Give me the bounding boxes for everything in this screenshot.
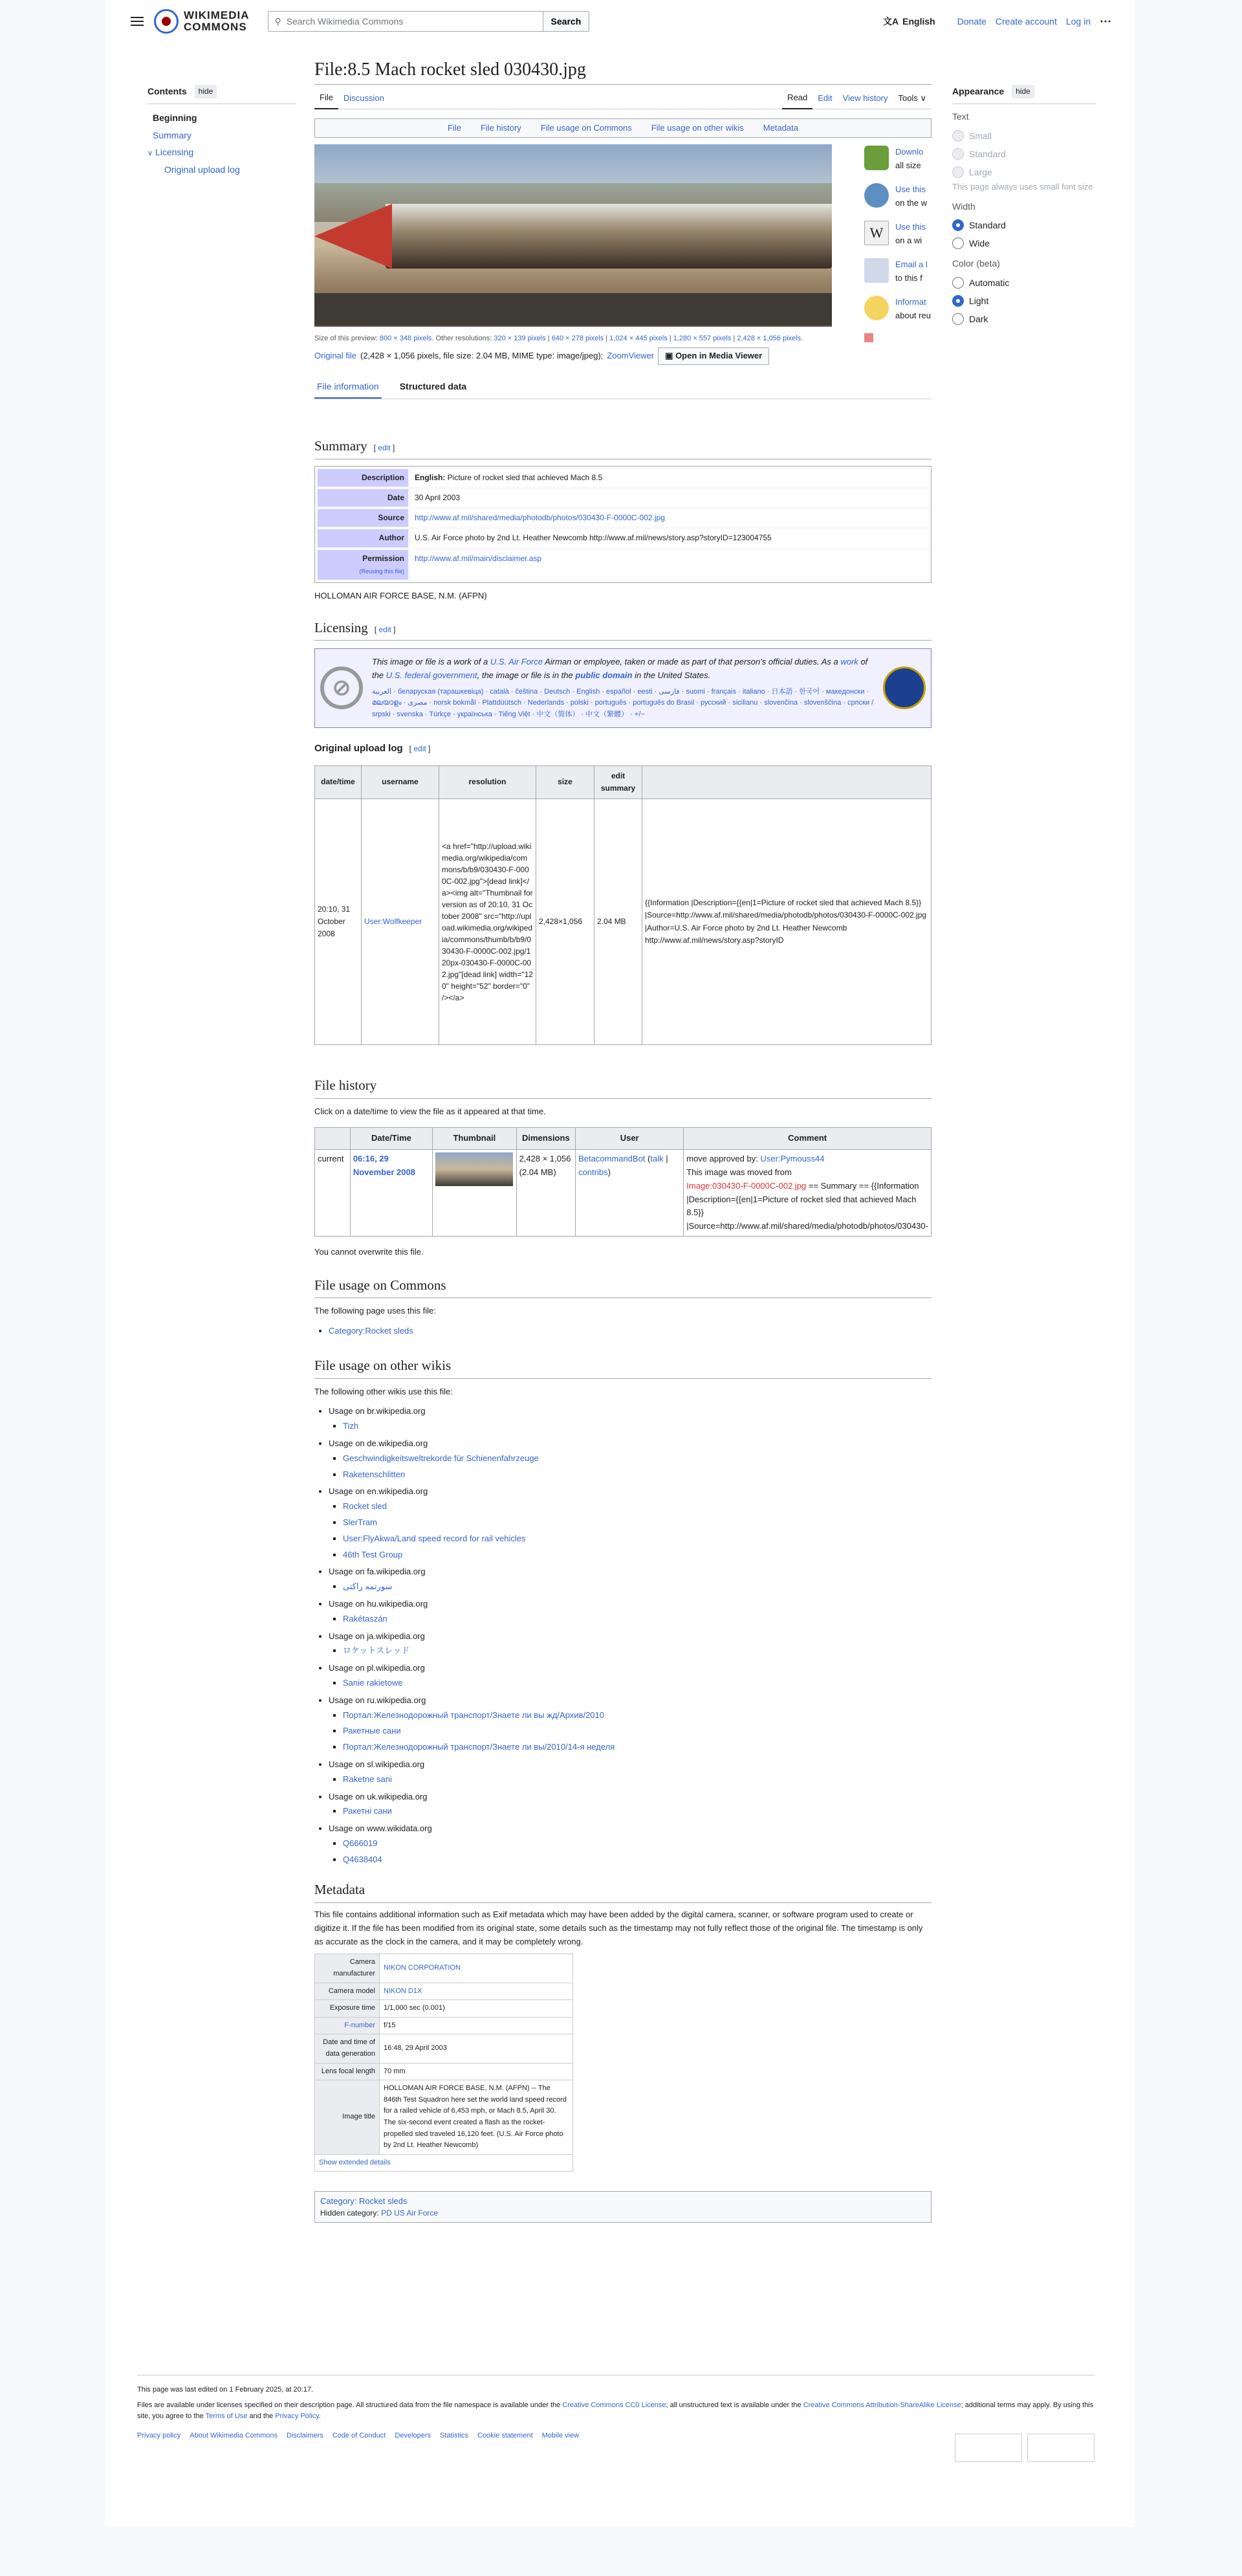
permission-link[interactable]: http://www.af.mil/main/disclaimer.asp [415,553,542,563]
file-subtabs [314,377,932,399]
color-label: Color (beta) [952,258,1000,269]
last-edited: This page was last edited on 1 February 2025, at 20:17. [137,2386,314,2394]
filetoc-file[interactable]: File [448,122,461,133]
lightbulb-icon [864,296,889,320]
log-size: 2,428×1,056 [536,799,594,1045]
file-history-table: Date/Time Thumbnail Dimensions User Comment current 06:16, 29 November 2008 2,428 × 1,056 (2.04 MB) BetacommandBot (talk | contribs) move approved by: User:Pymouss44 This image was moved from Image:030430-F-0000C-002.jpg == Summary == {{Information |Description={{en|1=Picture of rocket sled that achieved Mach 8.5}} |Source=http://www.af.mil/shared/media/photodb/photos/030430- [314,1127,932,1237]
usage-page-link[interactable]: Sanie rakietowe [343,1677,403,1688]
page [105,0,1135,2527]
download-tool[interactable]: Downlo all size [864,146,935,183]
category-links: Category: Rocket sleds Hidden category: PD US Air Force [314,2191,932,2223]
appearance-panel [952,84,1096,328]
media-viewer-button[interactable]: ▣ Open in Media Viewer [658,347,769,365]
footer-link[interactable]: Cookie statement [477,2431,533,2439]
toc-item-upload-log[interactable]: Original upload log [164,164,240,175]
zoomviewer-link[interactable]: ZoomViewer [607,350,655,360]
cannot-overwrite-text: You cannot overwrite this file. [314,1247,424,1257]
wikipedia-icon: W [864,221,889,245]
licensing-edit-link[interactable]: edit [378,624,391,634]
text-standard-option: Standard [952,145,1096,163]
usage-page-link[interactable]: سورتمه راکتی [343,1581,393,1592]
search-button[interactable]: Search [543,11,590,32]
terms-link[interactable]: Terms of Use [205,2412,248,2421]
summary-edit-link[interactable]: edit [378,443,391,453]
filetoc-usage-other[interactable]: File usage on other wikis [651,122,744,133]
public-domain-link[interactable]: public domain [575,670,633,681]
color-light-option[interactable]: Light [952,292,1096,310]
usage-page-link[interactable]: 46th Test Group [343,1549,403,1559]
create-account-link[interactable]: Create account [995,16,1057,27]
usage-page-link[interactable]: Ракетные сани [343,1726,401,1736]
original-file-line: Original file (2,428 × 1,056 pixels, file size: 2.04 MB, MIME type: image/jpeg); ZoomViewer ▣ Open in Media Viewer [314,347,932,365]
subtab-file-information[interactable]: File information [314,377,382,399]
log-date: 20:10, 31 October 2008 [315,799,362,1045]
approver-link[interactable]: User:Pymouss44 [760,1154,825,1164]
usage-other-list: • Usage on br.wikipedia.org ▪ Tizh • Usage on de.wikipedia.org ▪ Geschwindigkeitsweltrekorde für Schienenfahrzeuge ▪ Raketenschlitten • Usage on en.wikipedia.org ▪ Rocket sled ▪ SlerTram ▪ User:FlyAkwa/Land speed record for rail vehicles ▪ 46th Test Group • Usage on fa.wikipedia.org ▪ سورتمه راکتی • Usage on hu.wikipedia.org ▪ Rakétaszán • Usage on ja.wikipedia.org ▪ ロケットスレッド • Usage on pl.wikipedia.org ▪ Sanie rakietowe • Usage on ru.wikipedia.org ▪ Портал:Железнодорожный транспорт/Знаете ли вы жд/Архив/2010 ▪ Ракетные сани ▪ Портал:Железнодорожный транспорт/Знаете ли вы/2010/14-я неделя • Usage on sl.wikipedia.org ▪ Raketne sani • Usage on uk.wikipedia.org ▪ Ракетні сани • Usage on www.wikidata.org ▪ Q666019 ▪ Q4638404 [329,1404,932,1869]
logo-text-bottom: COMMONS [184,21,247,33]
usage-page-link[interactable]: Q4638404 [343,1854,382,1864]
main-menu-icon[interactable] [131,17,144,26]
footer-links [137,2430,1095,2442]
search-icon: ⚲ [274,16,281,27]
usage-page-link[interactable]: Geschwindigkeitsweltrekorde für Schienenfahrzeuge [343,1453,539,1463]
subtab-structured-data[interactable]: Structured data [399,380,467,391]
usage-page-link[interactable]: Портал:Железнодорожный транспорт/Знаете ли вы/2010/14-я неделя [343,1742,615,1752]
filetoc-usage-commons[interactable]: File usage on Commons [540,122,632,133]
ccbysa-link[interactable]: Creative Commons Attribution-ShareAlike License [803,2401,961,2409]
color-dark-option[interactable]: Dark [952,310,1096,328]
f-number-link[interactable]: F-number [344,2021,375,2029]
toc-title: Contents [147,86,187,96]
language-selector[interactable] [883,14,935,28]
privacy-policy-link[interactable]: Privacy Policy [275,2412,319,2421]
pdf-icon[interactable] [864,333,873,342]
upload-log-edit-link[interactable]: edit [413,743,426,753]
history-current-label: current [315,1150,351,1237]
toc-item-summary[interactable]: Summary [153,129,191,140]
toc-sidebar [147,84,296,178]
summary-heading: Summary [ edit ] [314,435,932,459]
toc-hide-button[interactable]: hide [195,85,217,98]
language-icon: 文A [883,16,899,27]
site-logo[interactable] [154,9,250,34]
file-history-heading: File history [314,1075,932,1099]
file-tools [864,146,935,342]
res-link-4[interactable]: 1,280 × 557 pixels [673,335,732,343]
download-icon [864,146,889,170]
site-footer: This page was last edited on 1 February 2025, at 20:17. Files are available under licenses specified on their description page. All structured data from the file namespace is available under the Creative Commons CC0 License; all unstructured text is available under the Creative Commons Attribution-ShareAlike License; additional terms may apply. By using this site, you agree to the Terms of Use and the Privacy Policy. Privacy policy About Wikimedia Commons Disclaimers Code of Conduct Developers Statistics Cookie statement Mobile view [137,2375,1095,2441]
search-input[interactable] [268,11,543,32]
language-label: English [902,16,935,27]
color-automatic-option[interactable]: Automatic [952,274,1096,292]
filetoc-metadata[interactable]: Metadata [763,122,798,133]
log-user-link[interactable]: User:Wolfkeeper [364,916,422,926]
tab-history[interactable]: View history [842,93,888,104]
usage-page-link[interactable]: Q666019 [343,1838,378,1848]
usage-page-link[interactable]: Rocket sled [343,1501,387,1512]
upload-log-heading: Original upload log [ edit ] [314,742,431,754]
footer-link[interactable]: Mobile view [541,2431,580,2439]
more-options-icon[interactable]: ⋯ [1100,14,1111,28]
federal-government-link[interactable]: U.S. federal government [386,670,477,681]
tools-menu[interactable]: Tools ∨ [893,89,932,109]
usage-commons-item[interactable]: Category:Rocket sleds [329,1326,413,1336]
text-small-option: Small [952,127,1096,145]
cc0-link[interactable]: Creative Commons CC0 License [562,2401,666,2409]
history-talk-link[interactable]: talk [650,1154,664,1164]
width-label: Width [952,201,975,212]
location-text: HOLLOMAN AIR FORCE BASE, N.M. (AFPN) [314,590,487,600]
width-standard-option[interactable]: Standard [952,216,1096,234]
tab-file[interactable]: File [314,89,338,109]
us-air-force-link[interactable]: U.S. Air Force [490,657,543,667]
air-force-seal-icon [883,666,926,709]
usage-other-intro: The following other wikis use this file: [314,1386,453,1396]
history-user-link[interactable]: BetacommandBot [578,1154,646,1164]
toc-item-licensing[interactable]: Licensing [155,147,194,158]
history-thumbnail[interactable] [435,1152,513,1186]
usage-other-heading: File usage on other wikis [314,1355,932,1379]
usage-page-link[interactable]: SlerTram [343,1517,377,1527]
metadata-heading: Metadata [314,1879,932,1903]
font-size-note: This page always uses small font size [952,181,1093,192]
usage-page-link[interactable]: Rakétaszán [343,1613,387,1624]
public-domain-icon: ⊘ [320,666,363,709]
res-link-3[interactable]: 1,024 × 445 pixels [609,335,668,343]
camera-model-link[interactable]: NIKON D1X [384,1987,422,1995]
history-contribs-link[interactable]: contribs [578,1167,608,1178]
rocket-sled-image[interactable] [314,144,832,327]
footer-link[interactable]: About Wikimedia Commons [190,2431,278,2439]
res-link-1[interactable]: 320 × 139 pixels [494,335,546,343]
logo-text-top: WIKIMEDIA [184,9,250,21]
email-tool[interactable]: Email a l to this f [864,258,935,296]
source-link[interactable]: http://www.af.mil/shared/media/photodb/photos/030430-F-0000C-002.jpg [415,513,665,523]
information-table: Description English: Picture of rocket sled that achieved Mach 8.5 Date 30 April 2003 Source http://www.af.mil/shared/media/photodb/photos/030430-F-0000C-002.jpg Author U.S. Air Force photo by 2nd Lt. Heather Newcomb http://www.af.mil/news/story.asp?storyID=123004755 Permission (Reusing this file) http://www.af.mil/main/disclaimer.asp [314,466,932,583]
log-summary: {{Information |Description={{en|1=Picture of rocket sled that achieved Mach 8.5}} |Source=http://www.af.mil/shared/media/photodb/photos/030430-F-0000C-002.jpg |Author=U.S. Air Force photo by 2nd Lt. Heather Newcomb http://www.af.mil/news/story.asp?storyID [642,799,932,1045]
search-placeholder: Search Wikimedia Commons [286,16,404,27]
use-on-wiki-tool[interactable]: W Use this on a wi [864,221,935,258]
usage-page-link[interactable]: Tizh [343,1421,359,1431]
tab-edit[interactable]: Edit [818,93,833,104]
hidden-category-link[interactable]: PD US Air Force [381,2208,439,2218]
categories-label-link[interactable]: Category: [320,2196,357,2207]
chevron-down-icon: ∨ [920,93,926,104]
mediawiki-badge[interactable] [1027,2434,1095,2462]
toc-item-beginning[interactable]: Beginning [153,113,197,124]
metadata-table: Camera manufacturer NIKON CORPORATION Camera model NIKON D1X Exposure time 1/1,000 sec (0.001) F-number f/15 Date and time of data generation 16:48, 29 April 2003 Lens focal length 70 mm Image title HOLLOMAN AIR FORCE BASE, N.M. (AFPN) -- The 846th Test Squadron here set the world land speed record for a railed vehicle of 6,453 mph, or Mach 8.5, April 30. The six-second event created a flash as the rocket-propelled sled traveled 16,120 feet. (U.S. Air Force photo by 2nd Lt. Heather Newcomb) Show extended details [314,1954,573,2172]
usage-page-link[interactable]: User:FlyAkwa/Land speed record for rail vehicles [343,1533,526,1543]
footer-link[interactable]: Developers [395,2431,431,2439]
commons-logo-icon [154,9,179,34]
text-size-label: Text [952,111,969,122]
license-box: ⊘ This image or file is a work of a U.S. Air Force Airman or employee, taken or made as part of that person's official duties. As a work of the U.S. federal government, the image or file is in the public domain in the United States. العربية · беларуская (тарашкевіца) · català · čeština · Deutsch · English · español · eesti · فارسی · suomi · français · italiano · 日本語 · 한국어 · македонски · മലയാളം · مصری · norsk bokmål · Plattdüütsch · Nederlands · polski · português · português do Brasil · русский · sicilianu · slovenčina · slovenščina · српски / srpski · svenska · Türkçe · українська · Tiếng Việt · 中文（简体） · 中文（繁體） · +/− [314,648,932,727]
camera-manufacturer-link[interactable]: NIKON CORPORATION [384,1964,461,1972]
log-resolution: <a href="http://upload.wikimedia.org/wikipedia/commons/b/b9/030430-F-0000C-002.jpg">[dead link]</a><img alt="Thumbnail for version as of 20:10, 31 October 2008" src="http://upload.wikimedia.org/wikipedia/commons/thumb/b/b9/030430-F-0000C-002.jpg/120px-030430-F-0000C-002.jpg"[dead link] width="120" height="52" border="0" /></a> [439,799,536,1045]
file-toc [314,118,932,138]
usage-page-link[interactable]: Raketenschlitten [343,1469,406,1479]
usage-page-link[interactable]: Ракетні сани [343,1806,392,1816]
category-link[interactable]: Rocket sleds [359,2196,408,2207]
tab-read[interactable]: Read [782,89,812,109]
preview-size-link[interactable]: 800 × 348 pixels [379,335,432,343]
usage-page-link[interactable]: Портал:Железнодорожный транспорт/Знаете ли вы жд/Архив/2010 [343,1710,604,1720]
work-link[interactable]: work [840,657,858,667]
wikimedia-badge[interactable] [955,2434,1022,2462]
filetoc-history[interactable]: File history [480,122,521,133]
usage-page-link[interactable]: ロケットスレッド [343,1646,410,1656]
moved-from-link[interactable]: Image:030430-F-0000C-002.jpg [686,1180,807,1191]
toc-collapse-icon[interactable]: ∨ [147,149,153,158]
history-date-link[interactable]: 06:16, 29 November 2008 [353,1154,415,1178]
res-link-5[interactable]: 2,428 × 1,056 pixels [737,335,801,343]
usage-page-link[interactable]: Raketne sani [343,1774,392,1784]
donate-link[interactable]: Donate [957,16,986,27]
metadata-intro: This file contains additional information such as Exif metadata which may have been added by the digital camera, scanner, or software program used to create or digitize it. If the file has been modified from its original state, some details such as the timestamp may not fully reflect those of the original file. The timestamp is only as accurate as the clock in the camera, and it may be completely wrong. [314,1910,923,1946]
use-on-web-tool[interactable]: Use this on the w [864,183,935,221]
licensing-heading: Licensing [ edit ] [314,617,932,641]
login-link[interactable]: Log in [1065,16,1091,27]
appearance-hide-button[interactable]: hide [1012,85,1034,98]
footer-link[interactable]: Privacy policy [137,2431,181,2439]
footer-link[interactable]: Statistics [440,2431,469,2439]
width-wide-option[interactable]: Wide [952,234,1096,252]
main-content [314,58,932,2223]
size-line: Size of this preview: 800 × 348 pixels. Other resolutions: 320 × 139 pixels | 640 × 278 pixels | 1,024 × 445 pixels | 1,280 × 557 pixels | 2,428 × 1,056 pixels. [314,335,803,343]
usage-commons-intro: The following page uses this file: [314,1306,436,1316]
appearance-title: Appearance [952,86,1005,96]
license-languages[interactable]: العربية · беларуская (тарашкевіца) · català · čeština · Deutsch · English · español · eesti · فارسی · suomi · français · italiano · 日本語 · 한국어 · македонски · മലയാളം · مصری · norsk bokmål · Plattdüütsch · Nederlands · polski · português · português do Brasil · русский · sicilianu · slovenčina · slovenščina · српски / srpski · svenska · Türkçe · українська · Tiếng Việt · 中文（简体） · 中文（繁體） · +/− [372,687,874,719]
page-tabs [314,89,932,109]
site-header [105,0,1135,43]
upload-log-table: date/time username resolution size edit summary 20:10, 31 October 2008 User:Wolfkeeper <a href="http://upload.wikimedia.org/wikipedia/commons/b/b9/030430-F-0000C-002.jpg">[dead link]</a><img alt="Thumbnail for version as of 20:10, 31 October 2008" src="http://upload.wikimedia.org/wikipedia/commons/thumb/b/b9/030430-F-0000C-002.jpg/120px-030430-F-0000C-002.jpg"[dead link] width="120" height="52" border="0" /></a> 2,428×1,056 2.04 MB {{Information |Description={{en|1=Picture of rocket sled that achieved Mach 8.5}} |Source=http://www.af.mil/shared/media/photodb/photos/030430-F-0000C-002.jpg |Author=U.S. Air Force photo by 2nd Lt. Heather Newcomb http://www.af.mil/news/story.asp?storyID [314,765,932,1045]
image-icon: ▣ [665,350,673,360]
log-bytes: 2.04 MB [594,799,642,1045]
show-extended-link[interactable]: Show extended details [319,2158,391,2166]
usage-commons-heading: File usage on Commons [314,1275,932,1299]
footer-link[interactable]: Code of Conduct [332,2431,386,2439]
res-link-2[interactable]: 640 × 278 pixels [551,335,604,343]
reuse-info-tool[interactable]: Informat about reu [864,296,935,333]
page-title: File:8.5 Mach rocket sled 030430.jpg [314,58,932,85]
tab-discussion[interactable]: Discussion [343,93,384,104]
email-icon [864,258,889,283]
footer-link[interactable]: Disclaimers [286,2431,323,2439]
globe-icon [864,183,889,208]
original-file-link[interactable]: Original file [314,350,357,360]
file-history-hint: Click on a date/time to view the file as it appeared at that time. [314,1106,546,1116]
text-large-option: Large [952,163,1096,181]
history-dims: 2,428 × 1,056 (2.04 MB) [516,1150,576,1237]
usage-commons-list [329,1323,932,1339]
